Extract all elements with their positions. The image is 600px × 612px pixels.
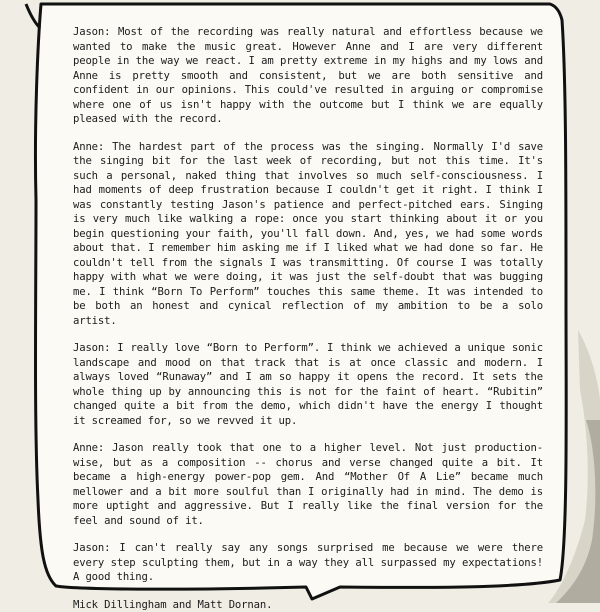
author-credit: Mick Dillingham and Matt Dornan.	[73, 598, 543, 612]
paragraph-anne-1: Anne: The hardest part of the process was the singing. Normally I'd save the singing bit for the last week of recording, but not this time. It's such a personal, naked thing that involves so much self-consciousness. I had moments of deep frustration because I couldn't get it right. I think I was constantly testing Jason's patience and perfect-pitched ears. Singing is very much like walking a rope: once you start thinking about it or you begin questioning your faith, you'll fall down. And, yes, we had some words about that. I remember him asking me if I liked what we had done so far. He couldn't tell from the signals I was transmitting. Of course I was totally happy with what we were doing, it was just the self-doubt that was bugging me. I think “Born To Perform” touches this same theme. It was intended to be both an honest and cynical reflection of my ambition to be a solo artist.	[73, 140, 543, 329]
paragraph-jason-2: Jason: I really love “Born to Perform”. I think we achieved a unique sonic landscape and mood on that track that is at once classic and modern. I always loved “Runaway” and I am so happy it opens the record. It sets the whole thing up by announcing this is not for the faint of heart. “Rubitin” changed quite a bit from the demo, which didn't have the energy I thought it screamed for, so we revved it up.	[73, 341, 543, 428]
bubble-corner-mark	[26, 4, 40, 28]
paragraph-jason-1: Jason: Most of the recording was really natural and effortless because we wanted to make the music great. However Anne and I are very different people in the way we react. I am pretty extreme in my highs and my lows and Anne is pretty smooth and consistent, but we are both sensitive and confident in our opinions. This could've resulted in arguing or compromise where one of us isn't happy with the outcome but I think we are equally pleased with the record.	[73, 25, 543, 127]
paragraph-jason-3: Jason: I can't really say any songs surprised me because we were there every step sculpting them, but in a way they all surpassed my expectations! A good thing.	[73, 541, 543, 585]
paragraph-anne-2: Anne: Jason really took that one to a higher level. Not just production-wise, but as a composition -- chorus and verse changed quite a bit. It became a high-energy power-pop gem. And “Mother Of A Lie” became much mellower and a bit more soulful than I originally had in mind. The demo is more uptight and aggressive. But I really like the final version for the feel and sound of it.	[73, 441, 543, 528]
interview-text	[73, 25, 543, 612]
